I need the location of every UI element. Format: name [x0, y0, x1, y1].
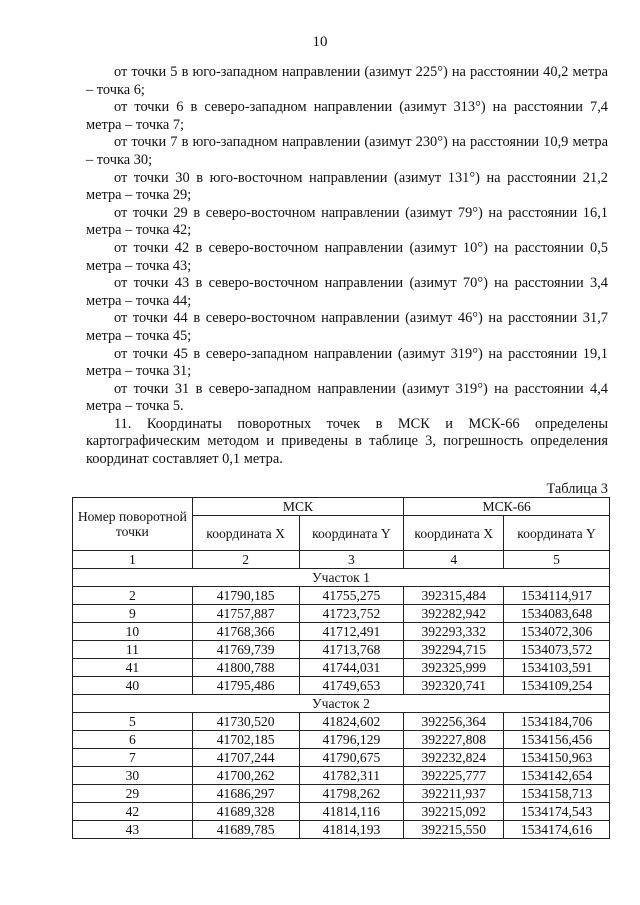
coordinate-cell: 1534184,706 [504, 713, 610, 731]
point-number-cell: 29 [73, 785, 193, 803]
coordinate-cell: 41790,185 [192, 587, 299, 605]
coordinate-cell: 41749,653 [299, 677, 404, 695]
header-msk66-y: координата Y [504, 516, 610, 551]
point-number-cell: 6 [73, 731, 193, 749]
table-row [73, 587, 610, 605]
header-msk-x: координата X [192, 516, 299, 551]
coordinate-cell: 392293,332 [404, 623, 504, 641]
section-row [73, 695, 610, 713]
column-number: 3 [299, 551, 404, 569]
coordinate-cell: 392256,364 [404, 713, 504, 731]
header-msk66-x: координата X [404, 516, 504, 551]
table-row [73, 803, 610, 821]
coordinate-cell: 41707,244 [192, 749, 299, 767]
route-paragraph: от точки 30 в юго-восточном направлении (азимут 131°) на расстоянии 21,2 метра – точка 29; [86, 169, 608, 204]
route-paragraph: от точки 29 в северо-восточном направлении (азимут 79°) на расстоянии 16,1 метра – точка 42; [86, 204, 608, 239]
coordinate-cell: 41814,193 [299, 821, 404, 839]
route-paragraph: от точки 7 в юго-западном направлении (азимут 230°) на расстоянии 10,9 метра – точка 30; [86, 134, 608, 168]
coordinate-cell: 392215,550 [404, 821, 504, 839]
coordinate-cell: 1534174,543 [504, 803, 610, 821]
coordinate-cell: 41700,262 [192, 767, 299, 785]
coordinate-cell: 1534156,456 [504, 731, 610, 749]
coordinate-cell: 392320,741 [404, 677, 504, 695]
column-number: 2 [192, 551, 299, 569]
coordinate-cell: 392315,484 [404, 587, 504, 605]
column-number: 4 [404, 551, 504, 569]
table-caption: Таблица 3 [546, 481, 608, 497]
coordinate-cell: 41689,785 [192, 821, 299, 839]
section-title: Участок 2 [73, 695, 610, 713]
section-row [73, 569, 610, 587]
page-number: 10 [312, 34, 328, 50]
coordinate-cell: 41800,788 [192, 659, 299, 677]
point-number-cell: 30 [73, 767, 193, 785]
route-paragraph: от точки 5 в юго-западном направлении (азимут 225°) на расстоянии 40,2 метра – точка 6; [86, 64, 608, 98]
point-number-cell: 7 [73, 749, 193, 767]
coordinate-cell: 41790,675 [299, 749, 404, 767]
coordinate-cell: 41713,768 [299, 641, 404, 659]
route-paragraph: от точки 44 в северо-восточном направлении (азимут 46°) на расстоянии 31,7 метра – точка 45; [86, 310, 608, 344]
coordinates-table [72, 497, 610, 839]
coordinate-cell: 41702,185 [192, 731, 299, 749]
coordinate-cell: 1534073,572 [504, 641, 610, 659]
coordinate-cell: 1534150,963 [504, 749, 610, 767]
coordinate-cell: 41755,275 [299, 587, 404, 605]
coordinate-cell: 392294,715 [404, 641, 504, 659]
coordinate-cell: 41689,328 [192, 803, 299, 821]
coordinate-cell: 392282,942 [404, 605, 504, 623]
table-row [73, 641, 610, 659]
body-text [86, 64, 608, 469]
coordinate-cell: 392225,777 [404, 767, 504, 785]
header-msk: МСК [192, 498, 404, 516]
route-paragraph: от точки 31 в северо-западном направлении (азимут 319°) на расстоянии 4,4 метра – точка 5. [86, 380, 608, 415]
table-row [73, 767, 610, 785]
coordinate-cell: 1534109,254 [504, 677, 610, 695]
table-row [73, 713, 610, 731]
point-number-cell: 5 [73, 713, 193, 731]
point-number-cell: 41 [73, 659, 193, 677]
route-paragraph: от точки 42 в северо-восточном направлении (азимут 10°) на расстоянии 0,5 метра – точка 43; [86, 239, 608, 274]
coordinate-cell: 392227,808 [404, 731, 504, 749]
coordinate-cell: 392325,999 [404, 659, 504, 677]
header-point-number: Номер поворотной точки [73, 498, 193, 551]
table-row [73, 731, 610, 749]
coordinate-cell: 1534083,648 [504, 605, 610, 623]
table-row [73, 659, 610, 677]
route-paragraph: от точки 6 в северо-западном направлении (азимут 313°) на расстоянии 7,4 метра – точка 7; [86, 99, 608, 133]
coordinate-cell: 1534072,306 [504, 623, 610, 641]
coordinate-cell: 41782,311 [299, 767, 404, 785]
point-number-cell: 42 [73, 803, 193, 821]
route-paragraph: от точки 45 в северо-западном направлении (азимут 319°) на расстоянии 19,1 метра – точка 31; [86, 345, 608, 380]
table-row [73, 785, 610, 803]
point-number-cell: 43 [73, 821, 193, 839]
route-paragraph: от точки 43 в северо-восточном направлении (азимут 70°) на расстоянии 3,4 метра – точка 44; [86, 275, 608, 309]
coordinate-cell: 41723,752 [299, 605, 404, 623]
coordinate-cell: 392211,937 [404, 785, 504, 803]
coordinate-cell: 392232,824 [404, 749, 504, 767]
coordinate-cell: 41824,602 [299, 713, 404, 731]
column-number-row [73, 551, 610, 569]
section-title: Участок 1 [73, 569, 610, 587]
coordinate-cell: 41757,887 [192, 605, 299, 623]
point-number-cell: 10 [73, 623, 193, 641]
coordinate-cell: 41795,486 [192, 677, 299, 695]
point-number-cell: 11 [73, 641, 193, 659]
coordinate-cell: 41814,116 [299, 803, 404, 821]
point-number-cell: 2 [73, 587, 193, 605]
table-row [73, 677, 610, 695]
header-msk66: МСК-66 [404, 498, 610, 516]
coordinate-cell: 1534114,917 [504, 587, 610, 605]
item-11-paragraph: 11. Координаты поворотных точек в МСК и МСК-66 определены картографическим методом и приведены в таблице 3, погрешность определения координат составляет 0,1 метра. [86, 415, 608, 468]
table-row [73, 623, 610, 641]
coordinate-cell: 1534103,591 [504, 659, 610, 677]
point-number-cell: 9 [73, 605, 193, 623]
point-number-cell: 40 [73, 677, 193, 695]
table-row [73, 821, 610, 839]
coordinate-cell: 1534142,654 [504, 767, 610, 785]
coordinate-cell: 1534158,713 [504, 785, 610, 803]
coordinate-cell: 41730,520 [192, 713, 299, 731]
header-msk-y: координата Y [299, 516, 404, 551]
table-row [73, 605, 610, 623]
column-number: 5 [504, 551, 610, 569]
coordinate-cell: 41798,262 [299, 785, 404, 803]
coordinate-cell: 41686,297 [192, 785, 299, 803]
coordinate-cell: 41768,366 [192, 623, 299, 641]
coordinate-cell: 392215,092 [404, 803, 504, 821]
coordinate-cell: 41769,739 [192, 641, 299, 659]
coordinate-cell: 41744,031 [299, 659, 404, 677]
coordinate-cell: 41712,491 [299, 623, 404, 641]
table-row [73, 749, 610, 767]
coordinate-cell: 1534174,616 [504, 821, 610, 839]
coordinate-cell: 41796,129 [299, 731, 404, 749]
column-number: 1 [73, 551, 193, 569]
